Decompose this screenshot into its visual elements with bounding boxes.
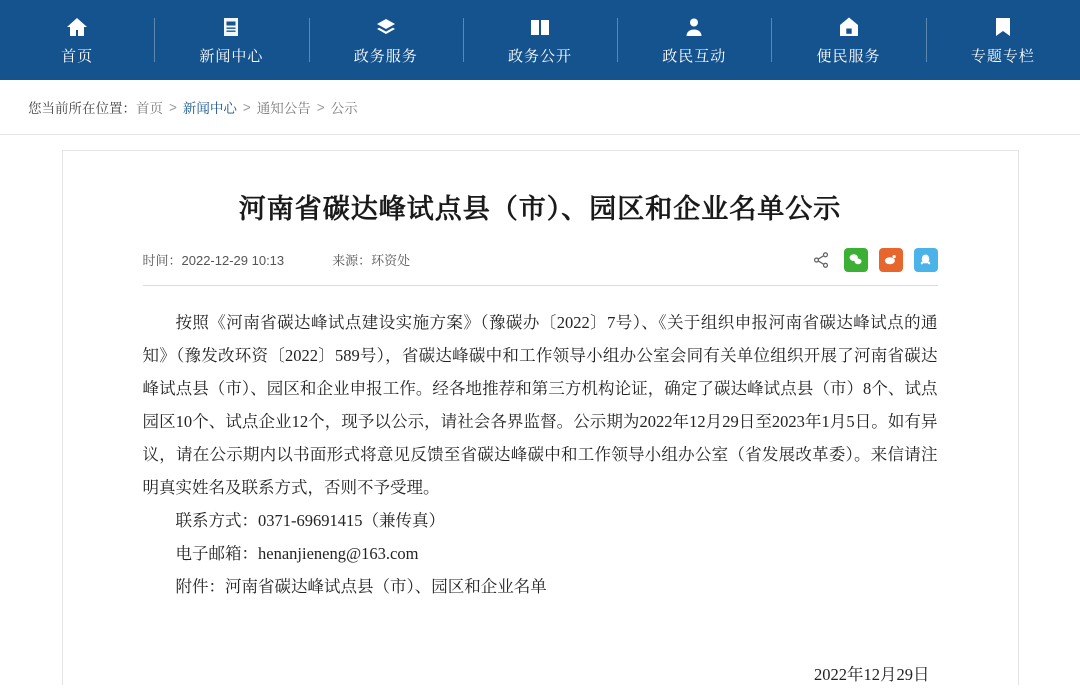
share-weibo-button[interactable] — [879, 248, 903, 272]
breadcrumb-separator: > — [169, 99, 177, 115]
nav-item-label: 新闻中心 — [199, 47, 264, 65]
article-meta — [143, 248, 938, 286]
nav-item-label: 政务服务 — [353, 47, 418, 65]
house-icon — [837, 15, 861, 39]
nav-item-convenience[interactable] — [771, 0, 925, 80]
article-attachment: 附件：河南省碳达峰试点县（市）、园区和企业名单 — [175, 576, 547, 596]
breadcrumb-prefix: 您当前所在位置： — [28, 101, 136, 116]
share-nodes-icon[interactable] — [812, 251, 830, 269]
content-area — [0, 135, 1080, 685]
bookmark-icon — [991, 15, 1015, 39]
nav-item-interaction[interactable] — [617, 0, 771, 80]
page-title: 河南省碳达峰试点县（市）、园区和企业名单公示 — [238, 194, 842, 224]
nav-item-news[interactable] — [154, 0, 308, 80]
breadcrumb-separator: > — [242, 99, 251, 115]
nav-item-open-government[interactable] — [463, 0, 617, 80]
nav-item-label: 专题专栏 — [970, 47, 1035, 65]
home-icon — [65, 15, 89, 39]
nav-item-special-column[interactable] — [926, 0, 1080, 80]
article-card — [62, 150, 1019, 685]
share-buttons — [844, 248, 938, 272]
article-contact-phone: 联系方式：0371-69691415（兼传真） — [175, 510, 445, 530]
service-icon — [374, 15, 398, 39]
user-icon — [682, 15, 706, 39]
book-icon — [528, 15, 552, 39]
breadcrumb-item-announcement[interactable]: 公示 — [330, 101, 358, 116]
article-body — [143, 306, 938, 603]
share-wechat-button[interactable] — [844, 248, 868, 272]
nav-item-label: 政务公开 — [507, 47, 572, 65]
nav-item-service[interactable] — [309, 0, 463, 80]
article-signature-date: 2022年12月29日 — [814, 664, 930, 684]
main-navigation — [0, 0, 1080, 80]
nav-item-label: 政民互动 — [662, 47, 727, 65]
breadcrumb — [0, 80, 1080, 135]
breadcrumb-item-notice[interactable]: 通知公告 — [256, 101, 311, 116]
article-contact-email: 电子邮箱：henanjieneng@163.com — [175, 543, 419, 563]
news-icon — [219, 15, 243, 39]
breadcrumb-item-home[interactable]: 首页 — [136, 101, 163, 116]
article-source: 来源：环资处 — [332, 253, 411, 268]
nav-item-label: 便民服务 — [816, 47, 881, 65]
article-time: 时间：2022-12-29 10:13 — [142, 253, 285, 268]
article-paragraph: 按照《河南省碳达峰试点建设实施方案》（豫碳办〔2022〕7号）、《关于组织申报河南省碳达峰试点的通知》（豫发改环资〔2022〕589号），省碳达峰碳中和工作领导小组办公室会同有关单位组织开展了河南省碳达峰试点县（市）、园区和企业申报工作。经各地推荐和第三方机构论证，确定了碳达峰试点县（市）8个、试点园区10个、试点企业12个，现予以公示，请社会各界监督。公示期为2022年12月29日至2023年1月5日。如有异议，请在公示期内以书面形式将意见反馈至省碳达峰碳中和工作领导小组办公室（省发展改革委）。来信请注明真实姓名及联系方式，否则不予受理。 — [142, 312, 938, 497]
nav-item-label: 首页 — [61, 47, 94, 65]
breadcrumb-separator: > — [316, 99, 325, 115]
breadcrumb-item-news[interactable]: 新闻中心 — [182, 101, 237, 116]
share-qq-button[interactable] — [914, 248, 938, 272]
nav-item-home[interactable] — [0, 0, 154, 80]
